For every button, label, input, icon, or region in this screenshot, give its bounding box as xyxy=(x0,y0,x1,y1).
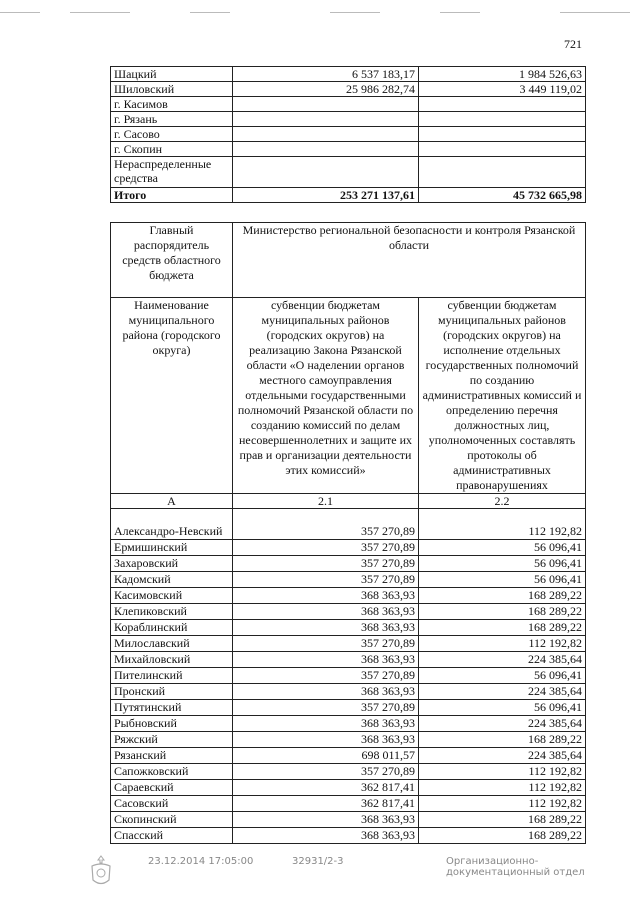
municipality-name: Путятинский xyxy=(111,700,233,716)
table-row xyxy=(111,112,586,127)
value-col-2: 3 449 119,02 xyxy=(419,82,586,97)
table-row xyxy=(111,780,586,796)
value-col-2: 224 385,64 xyxy=(419,748,586,764)
value-col-2: 168 289,22 xyxy=(419,620,586,636)
table-row xyxy=(111,620,586,636)
table-row xyxy=(111,604,586,620)
main-distributor-label: Главный распорядитель средств областного бюджета xyxy=(111,223,233,298)
municipality-name: Сараевский xyxy=(111,780,233,796)
value-col-1: 6 537 183,17 xyxy=(233,67,419,82)
table-row xyxy=(111,142,586,157)
municipality-name: Михайловский xyxy=(111,652,233,668)
page-number: 721 xyxy=(564,37,582,51)
subventions-table-body xyxy=(111,223,586,844)
code-a: А xyxy=(111,494,233,509)
municipality-name: Шиловский xyxy=(111,82,233,97)
municipality-name: Ермишинский xyxy=(111,540,233,556)
column-1-description: субвенции бюджетам муниципальных районов (городских округов) на реализацию Закона Рязанской области «О наделении органов местного самоуправления отдельными государственными полномочий Рязанской области по созданию комиссий по делам несовершеннолетних и защите их прав и организации деятельности этих комиссий» xyxy=(233,298,419,494)
scan-top-edge xyxy=(0,6,640,20)
municipality-name: Пителинский xyxy=(111,668,233,684)
table-row xyxy=(111,82,586,97)
value-col-1: 357 270,89 xyxy=(233,700,419,716)
value-col-1: 357 270,89 xyxy=(233,764,419,780)
footer-note-line-1: Организационно- xyxy=(446,856,539,867)
value-col-2 xyxy=(419,127,586,142)
continuation-table xyxy=(110,66,586,203)
municipality-name: Сасовский xyxy=(111,796,233,812)
header-row-distributor xyxy=(111,223,586,298)
table-row xyxy=(111,796,586,812)
value-col-1: 698 011,57 xyxy=(233,748,419,764)
value-col-1: 357 270,89 xyxy=(233,556,419,572)
total-row xyxy=(111,188,586,203)
seal-emblem-icon xyxy=(88,854,114,888)
table-row xyxy=(111,509,586,540)
value-col-2 xyxy=(419,157,586,188)
table-row xyxy=(111,157,586,188)
municipality-name: Касимовский xyxy=(111,588,233,604)
value-col-1: 368 363,93 xyxy=(233,684,419,700)
value-col-2: 45 732 665,98 xyxy=(419,188,586,203)
code-2-1: 2.1 xyxy=(233,494,419,509)
table-row xyxy=(111,684,586,700)
value-col-2: 56 096,41 xyxy=(419,556,586,572)
value-col-2: 56 096,41 xyxy=(419,668,586,684)
municipality-name: Милославский xyxy=(111,636,233,652)
value-col-2: 112 192,82 xyxy=(419,636,586,652)
municipality-name: Клепиковский xyxy=(111,604,233,620)
table-row xyxy=(111,636,586,652)
municipality-name: Пронский xyxy=(111,684,233,700)
footer-timestamp: 23.12.2014 17:05:00 xyxy=(148,856,254,867)
value-col-1: 25 986 282,74 xyxy=(233,82,419,97)
table-row xyxy=(111,67,586,82)
table-row xyxy=(111,572,586,588)
value-col-2: 1 984 526,63 xyxy=(419,67,586,82)
value-col-2: 168 289,22 xyxy=(419,828,586,844)
value-col-2: 56 096,41 xyxy=(419,572,586,588)
table-row xyxy=(111,97,586,112)
value-col-1: 357 270,89 xyxy=(233,572,419,588)
municipality-name: Шацкий xyxy=(111,67,233,82)
value-col-2: 168 289,22 xyxy=(419,604,586,620)
value-col-1: 368 363,93 xyxy=(233,620,419,636)
table-row xyxy=(111,588,586,604)
table-row xyxy=(111,540,586,556)
value-col-1: 362 817,41 xyxy=(233,780,419,796)
table-row xyxy=(111,127,586,142)
municipality-name: Рязанский xyxy=(111,748,233,764)
value-col-1: 357 270,89 xyxy=(233,668,419,684)
value-col-2: 168 289,22 xyxy=(419,588,586,604)
municipality-name: Нераспределенные средства xyxy=(111,157,233,188)
table-row xyxy=(111,700,586,716)
municipality-name: г. Рязань xyxy=(111,112,233,127)
value-col-1: 357 270,89 xyxy=(233,540,419,556)
column-2-description: субвенции бюджетам муниципальных районов (городских округов) на исполнение отдельных государственных полномочий по созданию административных комиссий и определению перечня должностных лиц, уполномоченных составлять протоколы об административных правонарушениях xyxy=(419,298,586,494)
value-col-2: 112 192,82 xyxy=(419,509,586,540)
ministry-name: Министерство региональной безопасности и контроля Рязанской области xyxy=(233,223,586,298)
municipality-name: Ряжский xyxy=(111,732,233,748)
municipality-name: Захаровский xyxy=(111,556,233,572)
value-col-1: 357 270,89 xyxy=(233,636,419,652)
municipality-name: Рыбновский xyxy=(111,716,233,732)
table-row xyxy=(111,764,586,780)
value-col-1 xyxy=(233,112,419,127)
value-col-2 xyxy=(419,112,586,127)
value-col-1 xyxy=(233,127,419,142)
value-col-1: 368 363,93 xyxy=(233,604,419,620)
value-col-2: 112 192,82 xyxy=(419,796,586,812)
table-row xyxy=(111,748,586,764)
value-col-1: 253 271 137,61 xyxy=(233,188,419,203)
value-col-1: 368 363,93 xyxy=(233,812,419,828)
table-row xyxy=(111,556,586,572)
value-col-2: 112 192,82 xyxy=(419,764,586,780)
value-col-2: 56 096,41 xyxy=(419,700,586,716)
code-2-2: 2.2 xyxy=(419,494,586,509)
subventions-table xyxy=(110,222,586,844)
value-col-2: 56 096,41 xyxy=(419,540,586,556)
footer-doc-id: 32931/2-3 xyxy=(292,856,344,867)
municipality-name: г. Скопин xyxy=(111,142,233,157)
value-col-1: 362 817,41 xyxy=(233,796,419,812)
table-row xyxy=(111,652,586,668)
municipality-name: Сапожковский xyxy=(111,764,233,780)
header-row-columns xyxy=(111,298,586,494)
value-col-2: 168 289,22 xyxy=(419,812,586,828)
municipality-name: г. Сасово xyxy=(111,127,233,142)
table-row xyxy=(111,716,586,732)
footer-note xyxy=(446,856,585,878)
table-row xyxy=(111,668,586,684)
value-col-2: 224 385,64 xyxy=(419,716,586,732)
value-col-1: 368 363,93 xyxy=(233,652,419,668)
value-col-1: 368 363,93 xyxy=(233,828,419,844)
value-col-1: 368 363,93 xyxy=(233,732,419,748)
municipality-label: Наименование муниципального района (городского округа) xyxy=(111,298,233,494)
value-col-2: 224 385,64 xyxy=(419,684,586,700)
municipality-name: Итого xyxy=(111,188,233,203)
value-col-1 xyxy=(233,97,419,112)
footer-note-line-2: документационный отдел xyxy=(446,867,585,878)
municipality-name: Александро-Невский xyxy=(111,509,233,540)
value-col-2: 224 385,64 xyxy=(419,652,586,668)
header-row-codes xyxy=(111,494,586,509)
value-col-1 xyxy=(233,142,419,157)
municipality-name: Спасский xyxy=(111,828,233,844)
value-col-2: 112 192,82 xyxy=(419,780,586,796)
table-row xyxy=(111,732,586,748)
municipality-name: Кадомский xyxy=(111,572,233,588)
municipality-name: Скопинский xyxy=(111,812,233,828)
value-col-2: 168 289,22 xyxy=(419,732,586,748)
municipality-name: Кораблинский xyxy=(111,620,233,636)
value-col-2 xyxy=(419,97,586,112)
value-col-2 xyxy=(419,142,586,157)
value-col-1: 357 270,89 xyxy=(233,509,419,540)
value-col-1 xyxy=(233,157,419,188)
continuation-table-body xyxy=(111,67,586,203)
value-col-1: 368 363,93 xyxy=(233,716,419,732)
table-row xyxy=(111,828,586,844)
value-col-1: 368 363,93 xyxy=(233,588,419,604)
table-row xyxy=(111,812,586,828)
municipality-name: г. Касимов xyxy=(111,97,233,112)
